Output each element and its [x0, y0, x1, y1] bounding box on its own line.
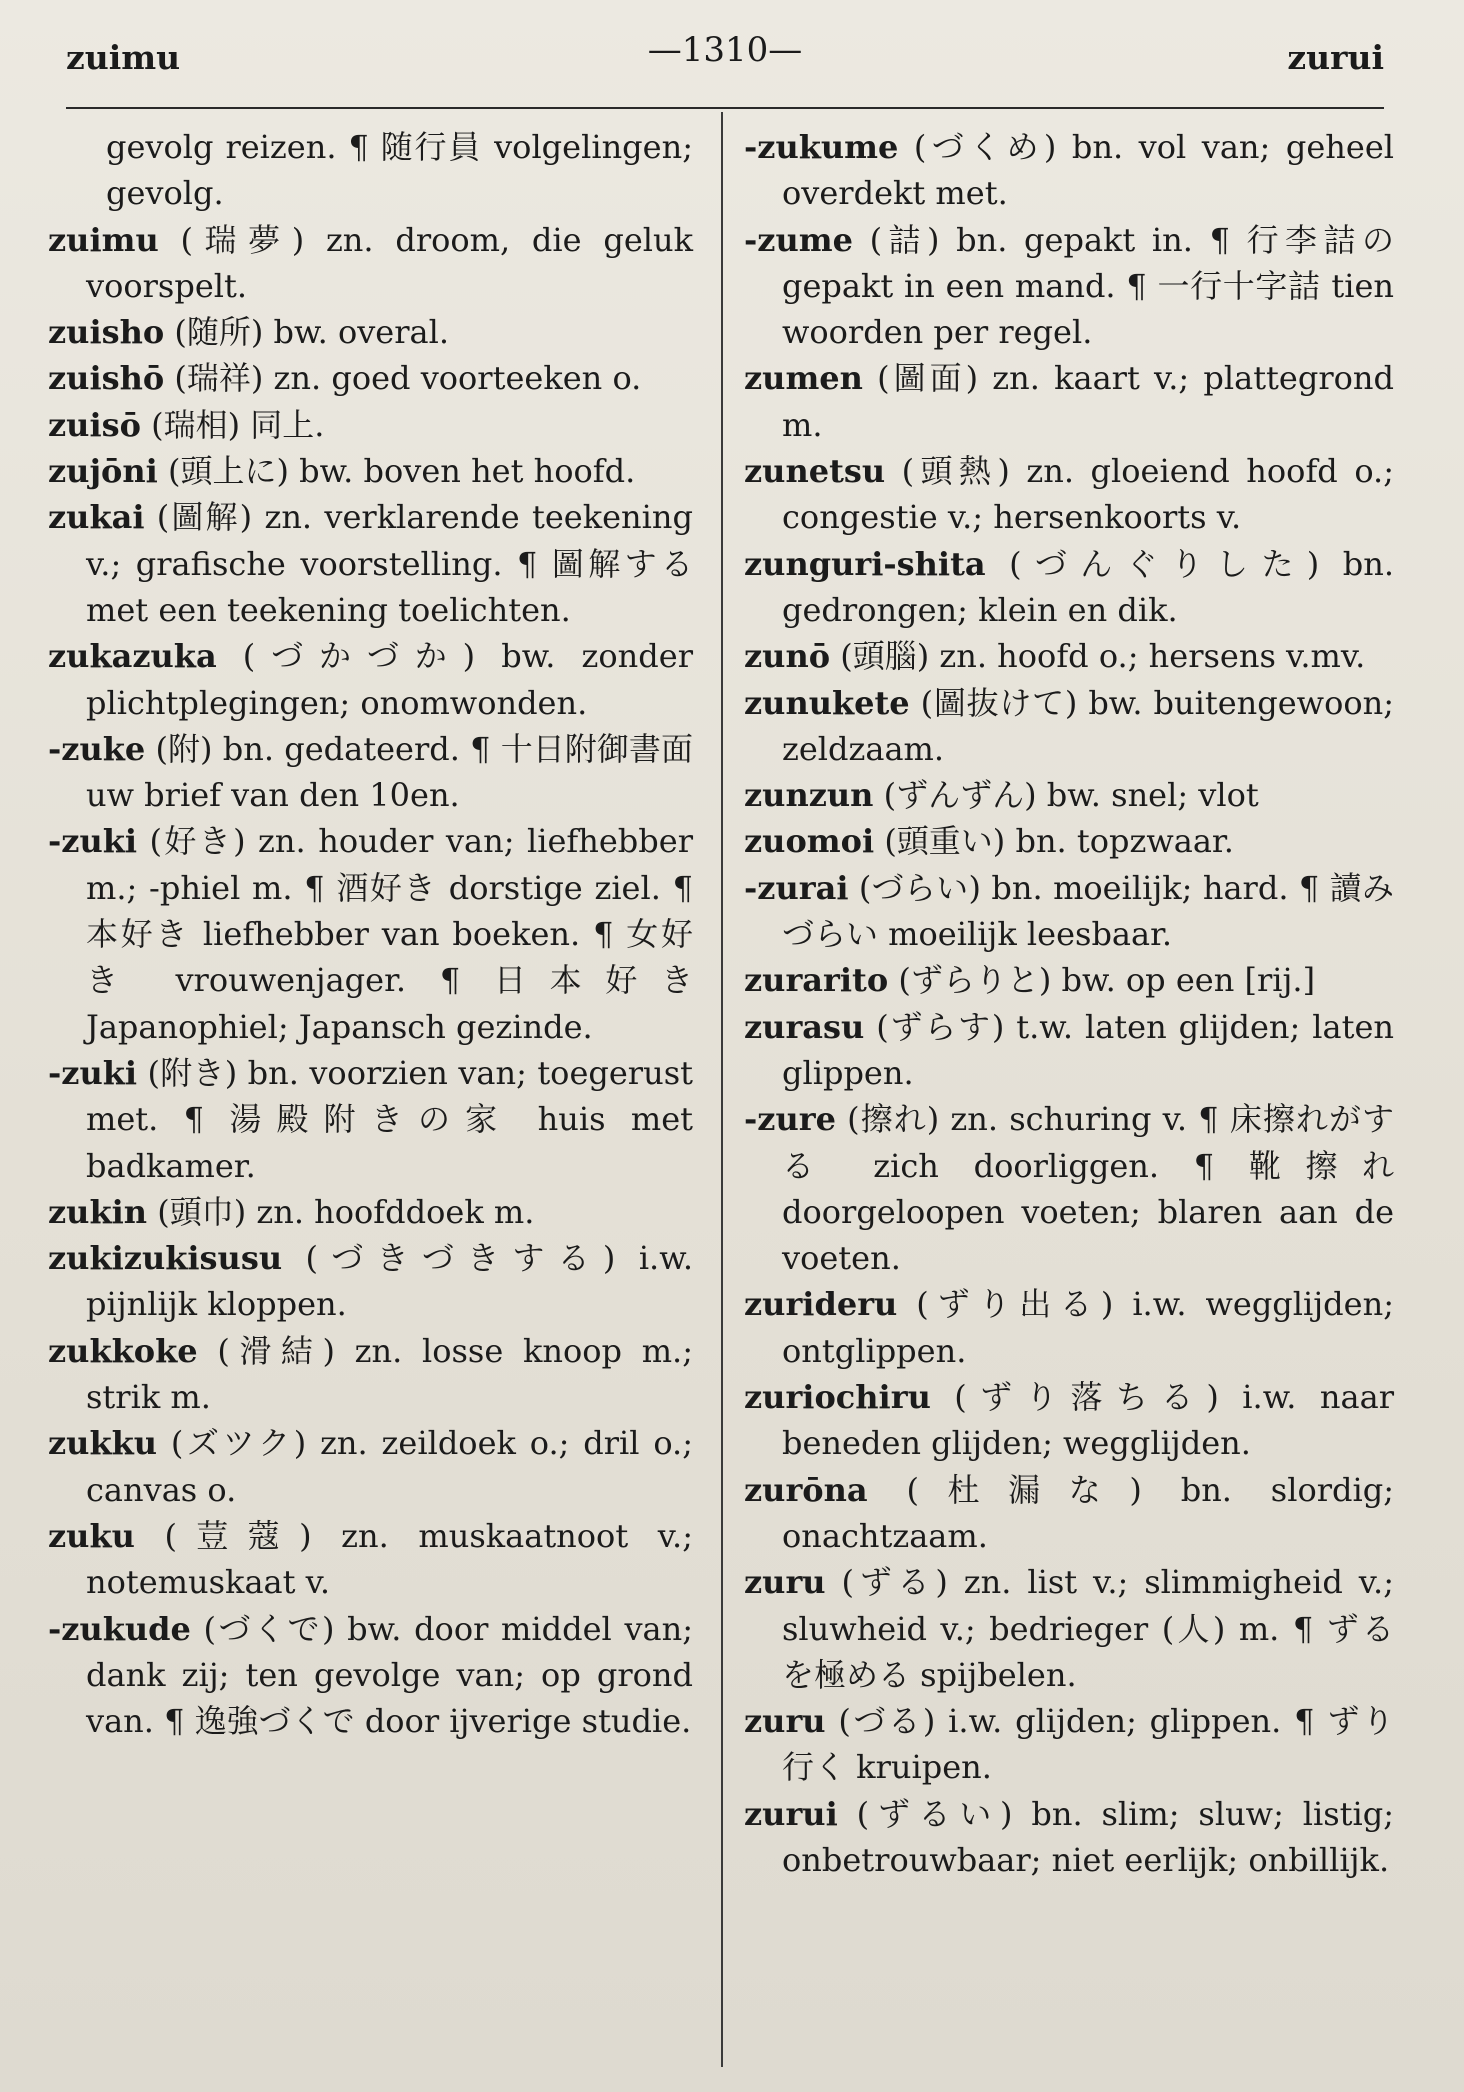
dictionary-entry: zumen (圖面) zn. kaart v.; plattegrond m. — [744, 359, 1394, 444]
dictionary-entry: -zurai (づらい) bn. moeilijk; hard. ¶ 讀みづらい moeilijk leesbaar. — [744, 868, 1394, 954]
dictionary-entry: zukku (ズツク) zn. zeildoek o.; dril o.; canvas o. — [48, 1424, 693, 1509]
headword: -zume — [744, 220, 853, 259]
headword: -zuki — [48, 1053, 138, 1092]
dictionary-entry: zuriochiru (ずり落ちる) i.w. naar beneden glijden; wegglijden. — [744, 1378, 1394, 1463]
headword: zuishō — [48, 359, 165, 398]
headword: zuru — [744, 1563, 826, 1602]
headword: zukai — [48, 498, 145, 537]
page-header — [66, 30, 1384, 90]
dictionary-entry: -zuki (附き) bn. voorzien van; toegerust met. ¶ 湯殿附きの家 huis met badkamer. — [48, 1053, 693, 1185]
headword: zuisho — [48, 313, 165, 352]
header-left-guide-word: zuimu — [66, 38, 181, 77]
dictionary-entry: zujōni (頭上に) bw. boven het hoofd. — [48, 452, 636, 491]
dictionary-entry: zukai (圖解) zn. verklarende teekening v.; grafische voorstelling. ¶ 圖解する met een teekening toelichten. — [48, 498, 693, 629]
dictionary-entry: zuishō (瑞祥) zn. goed voorteeken o. — [48, 359, 642, 398]
dictionary-entry: -zuke (附) bn. gedateerd. ¶ 十日附御書面 uw brief van den 10en. — [48, 729, 693, 815]
headword: -zurai — [744, 868, 849, 907]
dictionary-entry: zuisho (随所) bw. overal. — [48, 313, 450, 352]
dictionary-entry: zunzun (ずんずん) bw. snel; vlot — [744, 776, 1259, 815]
dictionary-entry: zukizukisusu (づきづきする) i.w. pijnlijk kloppen. — [48, 1239, 693, 1324]
headword: zurui — [744, 1794, 838, 1833]
headword: -zukume — [744, 128, 899, 166]
dictionary-entry: -zukude (づくで) bw. door middel van; dank zij; ten gevolge van; op grond van. ¶ 逸強づくで door ijverige studie. — [48, 1609, 693, 1741]
dictionary-entry: zuisō (瑞相) 同上. — [48, 405, 325, 444]
dictionary-entry: zuku (荳蔻) zn. muskaatnoot v.; notemuskaat v. — [48, 1516, 693, 1602]
headword: -zuke — [48, 729, 146, 768]
dictionary-entry: zunō (頭腦) zn. hoofd o.; hersens v.mv. — [744, 637, 1366, 676]
header-rule — [66, 107, 1384, 109]
headword: zukku — [48, 1424, 158, 1463]
headword: zukizukisusu — [48, 1239, 283, 1278]
headword: zuomoi — [744, 822, 875, 861]
headword: zukkoke — [48, 1331, 198, 1370]
header-right-guide-word: zurui — [1287, 38, 1384, 77]
headword: zuku — [48, 1516, 135, 1555]
dictionary-entry: zurōna (杜漏な) bn. slordig; onachtzaam. — [744, 1470, 1394, 1555]
dictionary-entry: -zuki (好き) zn. houder van; liefhebber m.; -phiel m. ¶ 酒好き dorstige ziel. ¶ 本好き liefhebber van boeken. ¶ 女好き vrouwenjager. ¶ 日本好き Japanophiel; Japansch gezinde. — [48, 822, 693, 1046]
headword: -zukude — [48, 1609, 191, 1648]
dictionary-entry: zukin (頭巾) zn. hoofddoek m. — [48, 1192, 535, 1231]
page-number: —1310— — [647, 30, 803, 70]
dictionary-entry: gevolg reizen. ¶ 随行員 volgelingen; gevolg. — [106, 128, 693, 213]
headword: zuimu — [48, 220, 159, 259]
left-column — [48, 124, 693, 1744]
headword: zukazuka — [48, 637, 217, 676]
headword: zuisō — [48, 405, 141, 444]
headword: zunō — [744, 637, 831, 676]
headword: zunguri-shita — [744, 544, 986, 583]
dictionary-entry: -zukume (づくめ) bn. vol van; geheel overdekt met. — [744, 128, 1394, 213]
headword: zujōni — [48, 452, 158, 491]
dictionary-entry: zukazuka (づかづか) bw. zonder plichtplegingen; onomwonden. — [48, 637, 693, 722]
dictionary-entry: zurideru (ずり出る) i.w. wegglijden; ontglippen. — [744, 1285, 1394, 1370]
dictionary-entry: zunukete (圖抜けて) bw. buitengewoon; zeldzaam. — [744, 683, 1394, 768]
headword: -zuki — [48, 822, 138, 861]
dictionary-entry: -zume (詰) bn. gepakt in. ¶ 行李詰の gepakt in een mand. ¶ 一行十字詰 tien woorden per regel. — [744, 220, 1394, 352]
right-column — [744, 124, 1394, 1883]
dictionary-entry: zuomoi (頭重い) bn. topzwaar. — [744, 822, 1234, 861]
headword: zuriochiru — [744, 1378, 931, 1417]
dictionary-entry: zunetsu (頭熱) zn. gloeiend hoofd o.; congestie v.; hersenkoorts v. — [744, 452, 1394, 537]
dictionary-entry: zunguri-shita (づんぐりした) bn. gedrongen; klein en dik. — [744, 544, 1394, 629]
headword: zunetsu — [744, 452, 886, 491]
dictionary-entry: -zure (擦れ) zn. schuring v. ¶ 床擦れがする zich doorliggen. ¶ 靴擦れ doorgeloopen voeten; blaren aan de voeten. — [744, 1100, 1394, 1278]
headword: -zure — [744, 1100, 836, 1139]
headword: zurideru — [744, 1285, 898, 1324]
headword: zunzun — [744, 776, 874, 815]
headword: zunukete — [744, 683, 910, 722]
headword: zurōna — [744, 1470, 868, 1509]
dictionary-entry: zurui (ずるい) bn. slim; sluw; listig; onbetrouwbaar; niet eerlijk; onbillijk. — [744, 1794, 1394, 1879]
headword: zurarito — [744, 961, 889, 1000]
headword: zurasu — [744, 1007, 865, 1046]
dictionary-entry: zurarito (ずらりと) bw. op een [rij.] — [744, 961, 1316, 1000]
headword: zukin — [48, 1192, 148, 1231]
dictionary-entry: zuru (ずる) zn. list v.; slimmigheid v.; sluwheid v.; bedrieger (人) m. ¶ ずるを極める spijbelen. — [744, 1563, 1394, 1694]
column-divider — [721, 112, 723, 2067]
headword: zumen — [744, 359, 863, 398]
headword: zuru — [744, 1702, 826, 1741]
dictionary-entry: zuimu (瑞夢) zn. droom, die geluk voorspelt. — [48, 220, 693, 305]
dictionary-entry: zukkoke (滑結) zn. losse knoop m.; strik m. — [48, 1331, 693, 1417]
dictionary-entry: zuru (づる) i.w. glijden; glippen. ¶ ずり行く kruipen. — [744, 1702, 1394, 1787]
dictionary-entry: zurasu (ずらす) t.w. laten glijden; laten glippen. — [744, 1007, 1394, 1092]
